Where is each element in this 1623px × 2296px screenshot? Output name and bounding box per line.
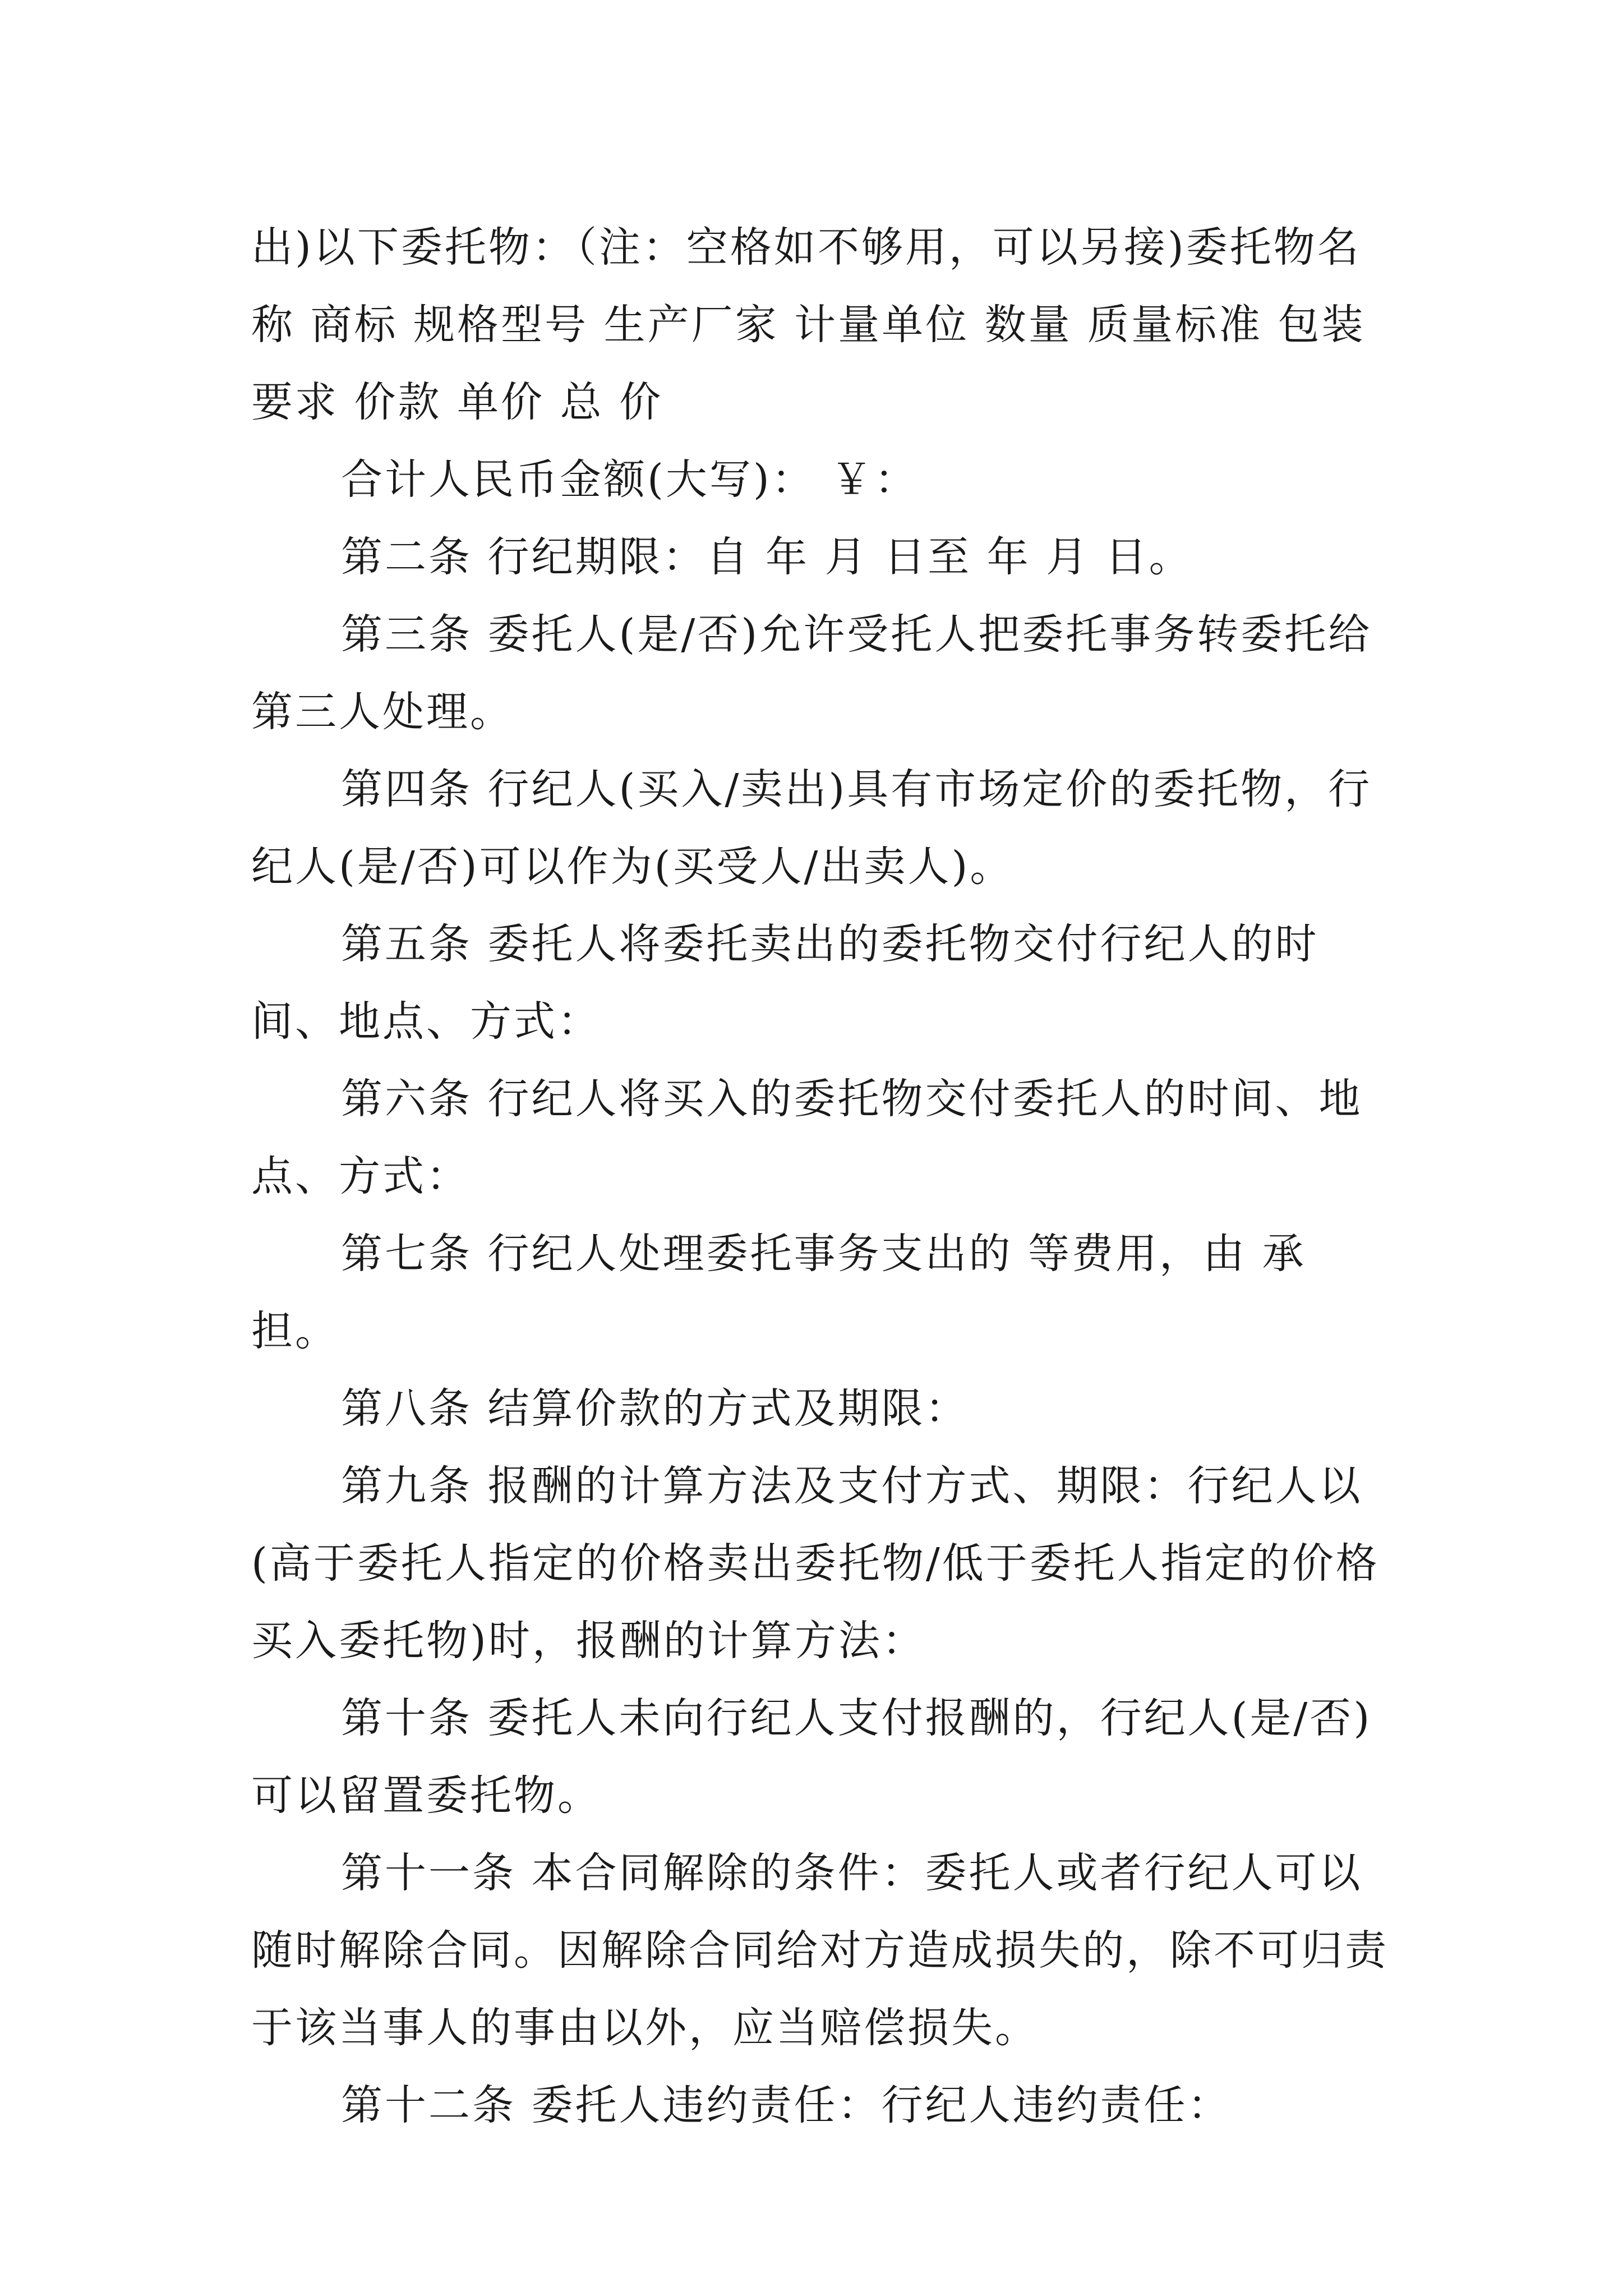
paragraph-article-8: 第八条 结算价款的方式及期限： <box>341 1384 969 1433</box>
paragraph-total-amount: 合计人民币金额(大写)： ￥： <box>341 455 919 504</box>
paragraph-article-9: 第九条 报酬的计算方法及支付方式、期限：行纪人以(高于委托人指定的价格卖出委托物/低于委托人指定的价格买入委托物)时，报酬的计算方法： <box>251 1462 1380 1665</box>
paragraph-article-10: 第十条 委托人未向行纪人支付报酬的，行纪人(是/否)可以留置委托物。 <box>251 1694 1372 1820</box>
document-body <box>251 209 1390 2144</box>
paragraph-goods-list: 出)以下委托物：（注：空格如不够用，可以另接)委托物名称 商标 规格型号 生产厂家 计量单位 数量 质量标准 包装要求 价款 单价 总 价 <box>251 223 1366 426</box>
paragraph-article-2: 第二条 行纪期限：自 年 月 日至 年 月 日。 <box>341 533 1193 581</box>
paragraph-article-5: 第五条 委托人将委托卖出的委托物交付行纪人的时间、地点、方式： <box>251 920 1319 1046</box>
paragraph-article-12: 第十二条 委托人违约责任：行纪人违约责任： <box>341 2081 1232 2129</box>
paragraph-article-6: 第六条 行纪人将买入的委托物交付委托人的时间、地点、方式： <box>251 1075 1363 1200</box>
paragraph-article-11: 第十一条 本合同解除的条件：委托人或者行纪人可以随时解除合同。因解除合同给对方造成损失的，除不可归责于该当事人的事由以外，应当赔偿损失。 <box>251 1849 1389 2052</box>
paragraph-article-7: 第七条 行纪人处理委托事务支出的 等费用，由 承担。 <box>251 1230 1306 1355</box>
paragraph-article-3: 第三条 委托人(是/否)允许受托人把委托事务转委托给第三人处理。 <box>251 610 1372 736</box>
paragraph-article-4: 第四条 行纪人(买入/卖出)具有市场定价的委托物，行纪人(是/否)可以作为(买受人/出卖人)。 <box>251 765 1372 891</box>
